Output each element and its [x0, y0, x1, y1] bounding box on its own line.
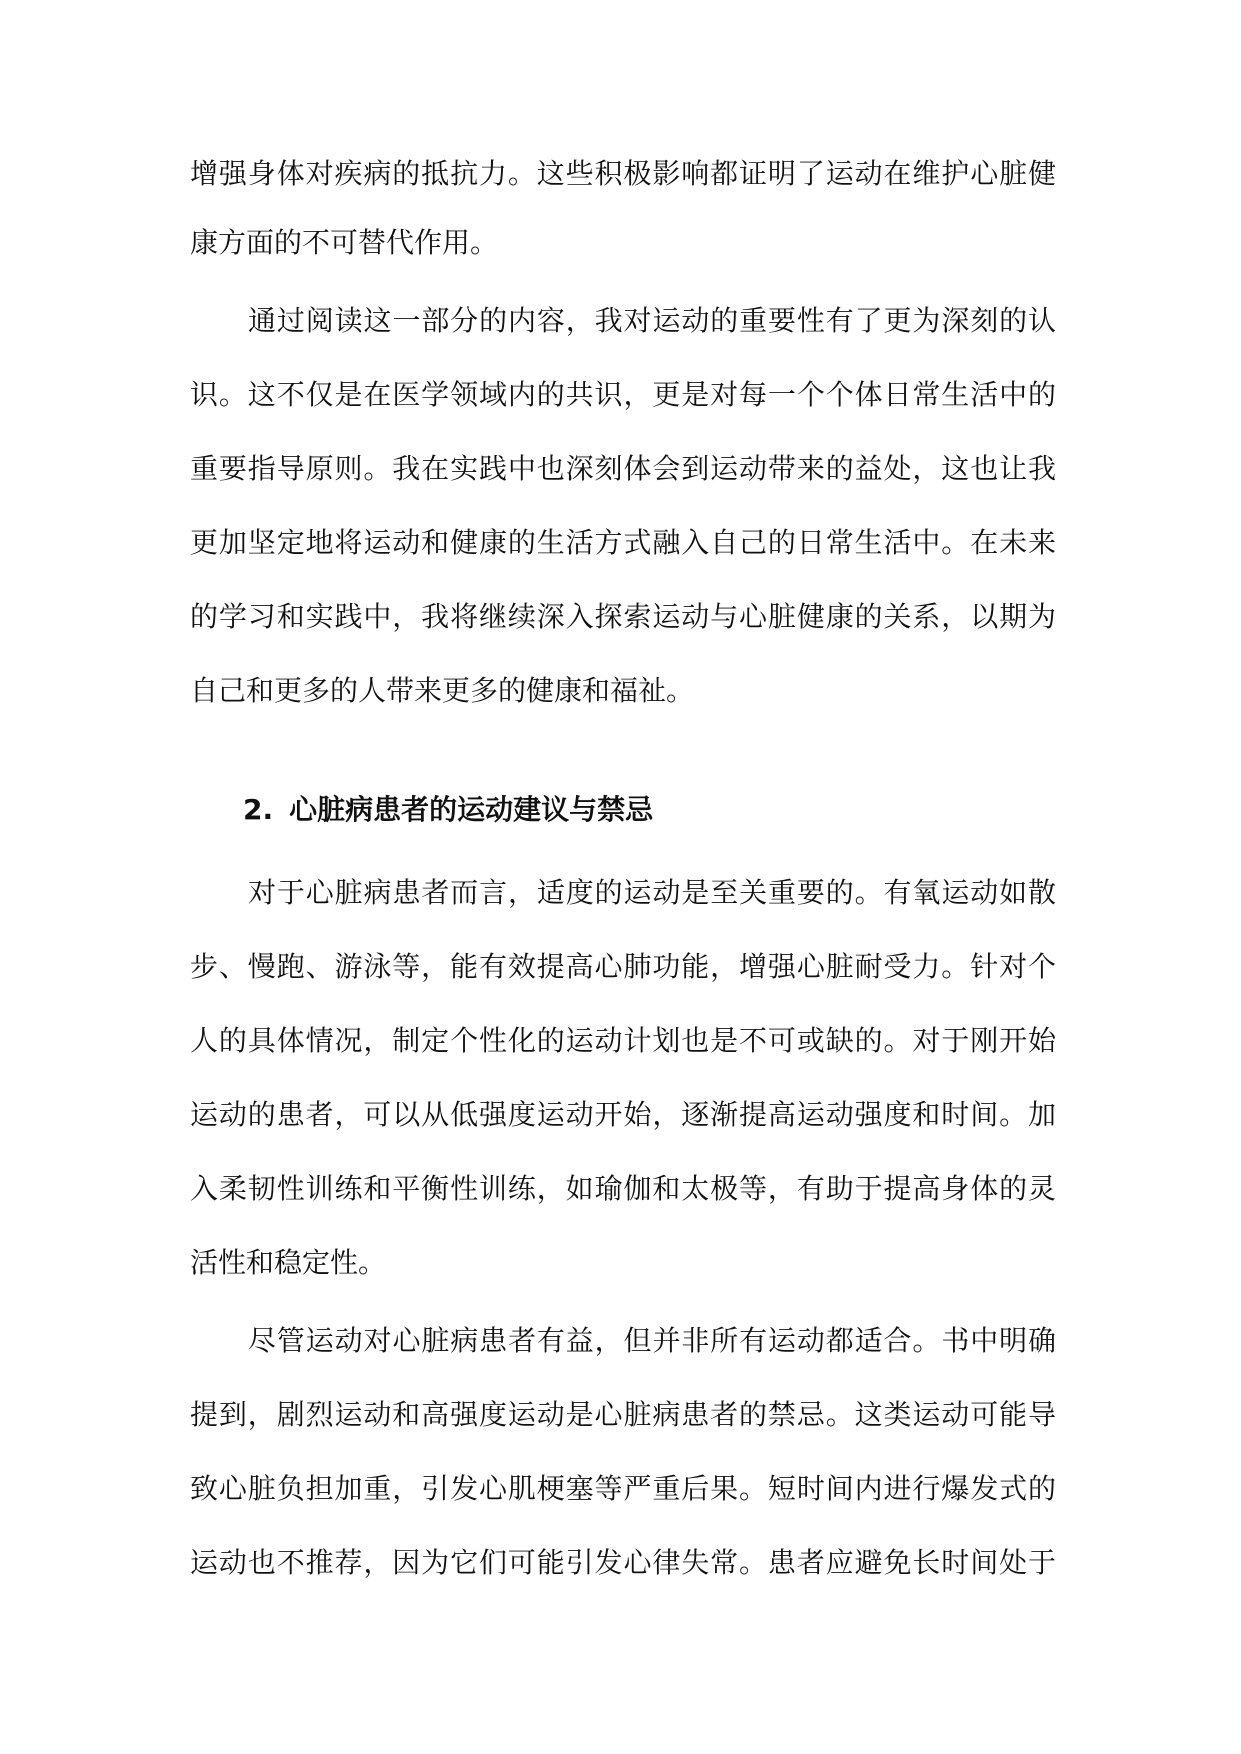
text-line: 人的具体情况，制定个性化的运动计划也是不可或缺的。对于刚开始 — [190, 1024, 1056, 1057]
text-line: 运动也不推荐，因为它们可能引发心律失常。患者应避免长时间处于 — [190, 1546, 1056, 1579]
section-title: 心脏病患者的运动建议与禁忌 — [289, 793, 654, 826]
text-line: 步、慢跑、游泳等，能有效提高心肺功能，增强心脏耐受力。针对个 — [190, 950, 1056, 983]
text-line: 增强身体对疾病的抵抗力。这些积极影响都证明了运动在维护心脏健 — [190, 157, 1056, 190]
text-line: 运动的患者，可以从低强度运动开始，逐渐提高运动强度和时间。加 — [190, 1098, 1056, 1131]
text-line: 提到，剧烈运动和高强度运动是心脏病患者的禁忌。这类运动可能导 — [190, 1398, 1056, 1431]
text-line: 活性和稳定性。 — [190, 1246, 387, 1279]
text-line: 的学习和实践中，我将继续深入探索运动与心脏健康的关系，以期为 — [190, 600, 1056, 633]
text-line: 入柔韧性训练和平衡性训练，如瑜伽和太极等，有助于提高身体的灵 — [190, 1172, 1056, 1205]
section-heading — [243, 786, 653, 834]
text-line: 通过阅读这一部分的内容，我对运动的重要性有了更为深刻的认 — [248, 304, 1056, 337]
section-number: 2. — [243, 793, 274, 826]
text-line: 自己和更多的人带来更多的健康和福祉。 — [190, 674, 695, 707]
text-line: 尽管运动对心脏病患者有益，但并非所有运动都适合。书中明确 — [248, 1324, 1056, 1357]
text-line: 识。这不仅是在医学领域内的共识，更是对每一个个体日常生活中的 — [190, 378, 1056, 411]
text-line: 康方面的不可替代作用。 — [190, 226, 499, 259]
text-line: 对于心脏病患者而言，适度的运动是至关重要的。有氧运动如散 — [248, 876, 1056, 909]
text-line: 致心脏负担加重，引发心肌梗塞等严重后果。短时间内进行爆发式的 — [190, 1472, 1056, 1505]
text-line: 更加坚定地将运动和健康的生活方式融入自己的日常生活中。在未来 — [190, 526, 1056, 559]
text-line: 重要指导原则。我在实践中也深刻体会到运动带来的益处，这也让我 — [190, 452, 1056, 485]
